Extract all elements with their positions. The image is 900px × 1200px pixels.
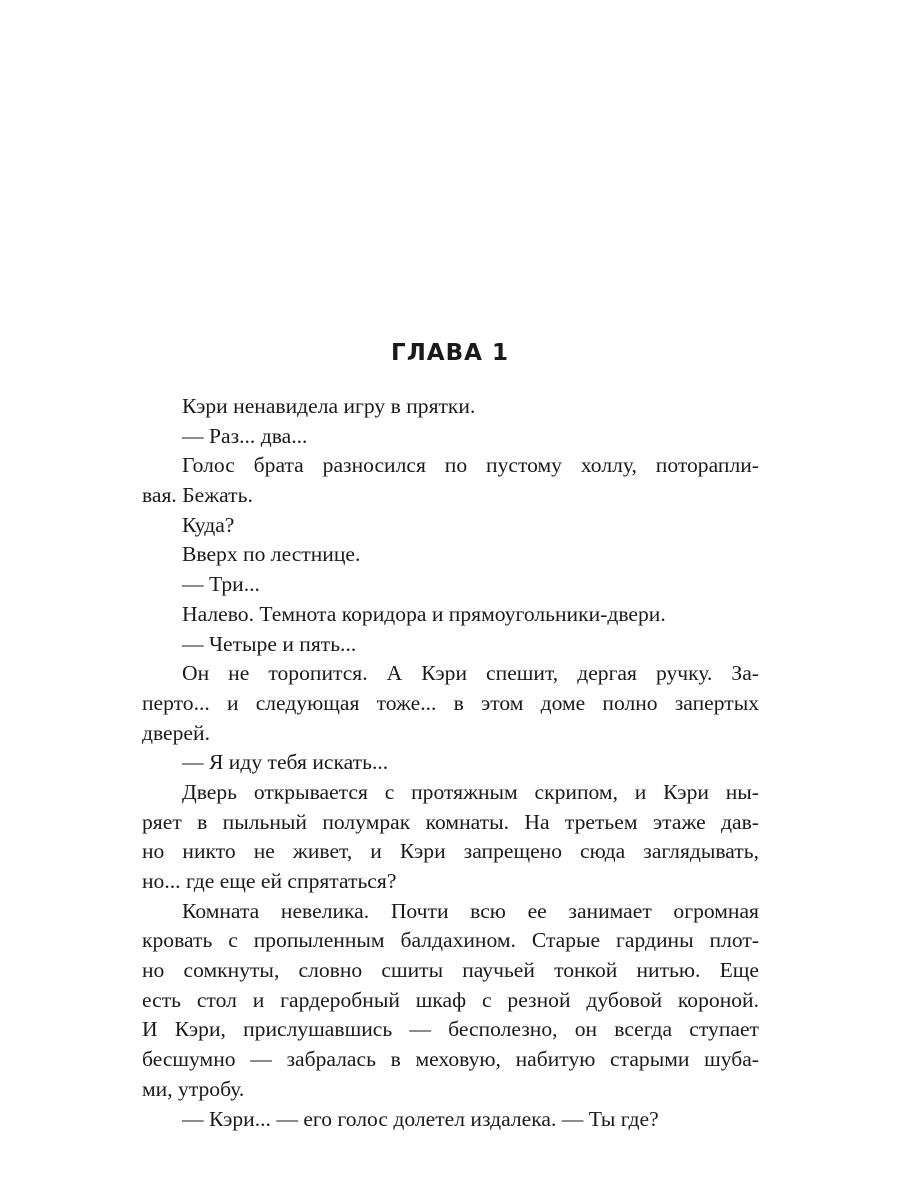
text-line: ми, утробу. xyxy=(142,1076,245,1101)
text-line: но... где еще ей спрятаться? xyxy=(142,869,397,893)
chapter-title: ГЛАВА 1 xyxy=(391,340,509,366)
text-line: перто... и следующая тоже... в этом доме полно запертых xyxy=(142,690,759,715)
text-line: И Кэри, прислушавшись — бесполезно, он всегда ступает xyxy=(142,1017,759,1042)
text-line: вая. Бежать. xyxy=(142,483,253,508)
text-line: Кэри ненавидела игру в прятки. xyxy=(182,394,476,418)
text-line: Голос брата разносился по пустому холлу, поторапли- xyxy=(182,453,759,478)
text-line: — Я иду тебя искать... xyxy=(182,750,389,775)
text-line: но сомкнуты, словно сшиты паучьей тонкой нитью. Еще xyxy=(142,958,759,983)
text-line: Комната невелика. Почти всю ее занимает огромная xyxy=(182,898,759,923)
chapter-body xyxy=(142,392,759,1134)
text-line: кровать с пропыленным балдахином. Старые гардины плот- xyxy=(142,928,759,953)
text-line: но никто не живет, и Кэри запрещено сюда заглядывать, xyxy=(142,839,759,864)
text-line: Он не торопится. А Кэри спешит, дергая ручку. За- xyxy=(182,661,759,686)
text-line: Куда? xyxy=(182,512,235,537)
text-line: бесшумно — забралась в меховую, набитую старыми шуба- xyxy=(142,1047,759,1072)
text-line: Дверь открывается с протяжным скрипом, и Кэри ны- xyxy=(182,779,759,804)
text-line: Вверх по лестнице. xyxy=(182,542,361,567)
text-line: есть стол и гардеробный шкаф с резной дубовой короной. xyxy=(142,987,759,1012)
text-line: дверей. xyxy=(142,720,210,745)
text-line: — Кэри... — его голос долетел издалека. — Ты где? xyxy=(182,1106,659,1131)
text-line: Налево. Темнота коридора и прямоугольники-двери. xyxy=(182,601,666,626)
text-line: — Раз... два... xyxy=(182,423,308,448)
text-line: ряет в пыльный полумрак комнаты. На третьем этаже дав- xyxy=(142,809,759,834)
text-line: — Три... xyxy=(182,572,260,597)
text-line: — Четыре и пять... xyxy=(182,631,357,656)
